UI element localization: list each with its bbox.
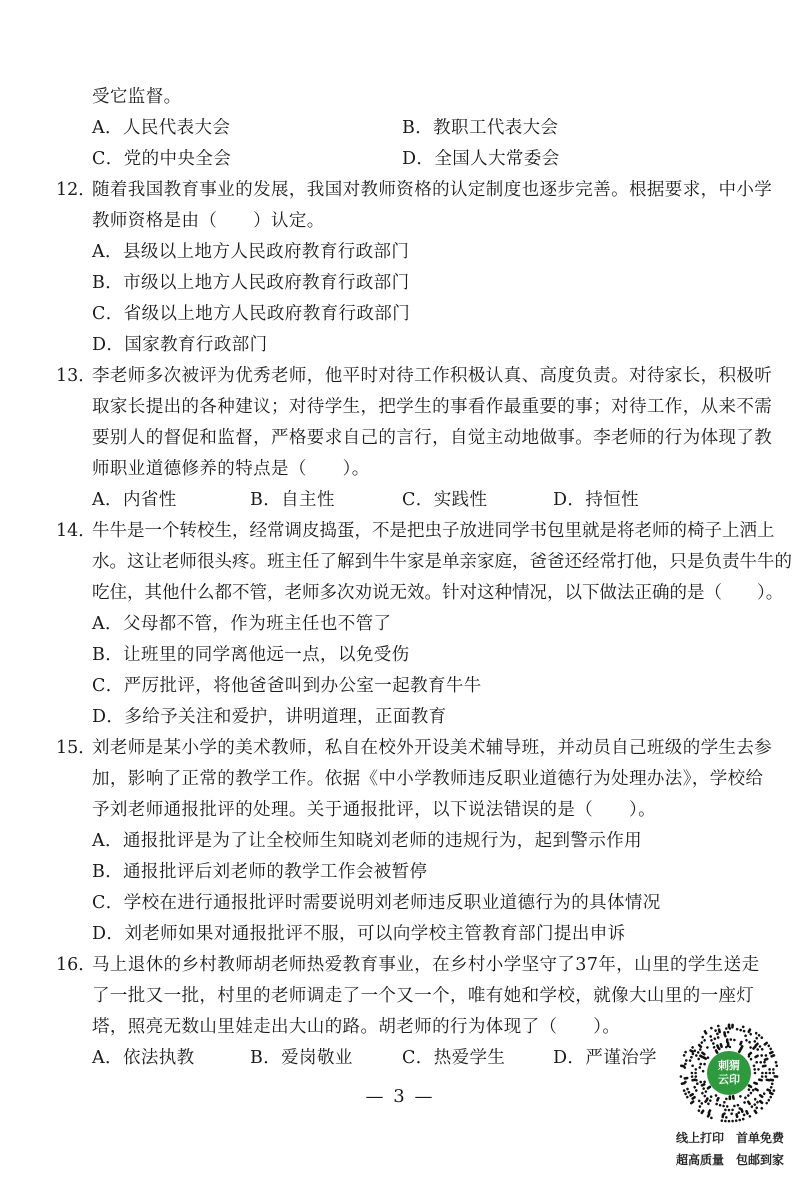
q16-option-a: A．依法执教 [92, 1048, 195, 1068]
q13-option-d: D．持恒性 [553, 490, 640, 510]
q11-option-c: C．党的中央全会 [92, 149, 232, 169]
q12-option-b: B．市级以上地方人民政府教育行政部门 [92, 273, 410, 293]
qr-dot [726, 1038, 729, 1043]
q16-line-2: 了一批又一批，村里的老师调走了一个又一个，唯有她和学校，就像大山里的一座灯 [92, 986, 755, 1006]
qr-dot [728, 1109, 731, 1112]
q15-number: 15． [56, 738, 96, 758]
qr-dot [728, 1120, 731, 1123]
brand-slogan-1: 线上打印 首单免费 [676, 1131, 785, 1145]
qr-dot [754, 1072, 757, 1075]
q14-option-c: C．严厉批评，将他爸爸叫到办公室一起教育牛牛 [92, 676, 482, 696]
q11-option-d: D．全国人大常委会 [402, 149, 560, 169]
q14-option-d: D．多给予关注和爱护，讲明道理，正面教育 [92, 707, 447, 727]
q16-line-1: 马上退休的乡村教师胡老师热爱教育事业，在乡村小学坚守了37年，山里的学生送走 [92, 955, 760, 975]
q13-line-1: 李老师多次被评为优秀老师，他平时对待工作积极认真、高度负责。对待家长，积极听 [92, 366, 773, 386]
q14-option-b: B．让班里的同学离他远一点，以免受伤 [92, 645, 410, 665]
brand-slogan-2: 超高质量 包邮到家 [676, 1153, 785, 1167]
qr-dot [731, 1024, 734, 1029]
page-number: — 3 — [365, 1086, 435, 1107]
qr-code[interactable] [676, 1020, 782, 1126]
q13-line-4: 师职业道德修养的特点是（ ）。 [92, 459, 370, 479]
q11-continuation: 受它监督。 [92, 87, 182, 107]
q13-option-a: A．内省性 [92, 490, 177, 510]
qr-dot [769, 1072, 772, 1075]
q12-number: 12． [56, 180, 96, 200]
q15-line-3: 予刘老师通报批评的处理。关于通报批评，以下说法错误的是（ ）。 [92, 800, 657, 820]
qr-dot [765, 1072, 768, 1075]
q16-option-d: D．严谨治学 [553, 1048, 657, 1068]
q14-line-3: 吃住，其他什么都不管，老师多次劝说无效。针对这种情况，以下做法正确的是（ ）。 [92, 583, 784, 603]
brand-logo [707, 1051, 751, 1095]
q11-option-a: A．人民代表大会 [92, 118, 231, 138]
qr-dot [772, 1072, 775, 1075]
qr-dot [728, 1095, 731, 1100]
q14-line-2: 水。这让老师很头疼。班主任了解到牛牛家是单亲家庭，爸爸还经常打他，只是负责牛牛的 [92, 552, 792, 572]
brand-logo-line-1: 刺猬 [718, 1059, 740, 1072]
q15-option-a: A．通报批评是为了让全校师生知晓刘老师的违规行为，起到警示作用 [92, 831, 643, 851]
q12-option-d: D．国家教育行政部门 [92, 335, 268, 355]
q13-option-b: B．自主性 [250, 490, 335, 510]
q12-line-1: 随着我国教育事业的发展，我国对教师资格的认定制度也逐步完善。根据要求，中小学 [92, 180, 773, 200]
q13-line-2: 取家长提出的各种建议；对待学生，把学生的事看作最重要的事；对待工作，从来不需 [92, 397, 773, 417]
qr-dot [694, 1072, 697, 1075]
q12-line-2: 教师资格是由（ ）认定。 [92, 211, 325, 231]
q14-line-1: 牛牛是一个转校生，经常调皮捣蛋，不是把虫子放进同学书包里就是将老师的椅子上洒上 [92, 521, 775, 541]
qr-dot [728, 1024, 731, 1029]
q16-option-b: B．爱岗敬业 [250, 1048, 353, 1068]
qr-dot [691, 1072, 694, 1075]
q15-option-b: B．通报批评后刘老师的教学工作会被暂停 [92, 862, 428, 882]
q11-option-b: B．教职工代表大会 [402, 118, 559, 138]
qr-dot [727, 1031, 730, 1034]
qr-dot [761, 1072, 764, 1075]
q14-option-a: A．父母都不管，作为班主任也不管了 [92, 614, 392, 634]
q13-number: 13． [56, 366, 96, 386]
q16-option-c: C．热爱学生 [402, 1048, 506, 1068]
q15-option-d: D．刘老师如果对通报批评不服，可以向学校主管教育部门提出申诉 [92, 924, 626, 944]
q14-number: 14． [56, 521, 96, 541]
q16-line-3: 塔，照亮无数山里娃走出大山的路。胡老师的行为体现了（ ）。 [92, 1017, 621, 1037]
brand-logo-line-2: 云印 [718, 1073, 740, 1086]
q12-option-a: A．县级以上地方人民政府教育行政部门 [92, 242, 410, 262]
qr-dot [773, 1075, 778, 1078]
q12-option-c: C．省级以上地方人民政府教育行政部门 [92, 304, 411, 324]
q16-number: 16． [56, 955, 96, 975]
q13-option-c: C．实践性 [402, 490, 488, 510]
q15-line-1: 刘老师是某小学的美术教师，私自在校外开设美术辅导班，并动员自己班级的学生去参 [92, 738, 773, 758]
q13-line-3: 要别人的督促和监督，严格要求自己的言行，自觉主动地做事。李老师的行为体现了教 [92, 428, 773, 448]
q15-option-c: C．学校在进行通报批评时需要说明刘老师违反职业道德行为的具体情况 [92, 893, 661, 913]
q15-line-2: 加，影响了正常的教学工作。依据《中小学教师违反职业道德行为处理办法》，学校给 [92, 769, 764, 789]
